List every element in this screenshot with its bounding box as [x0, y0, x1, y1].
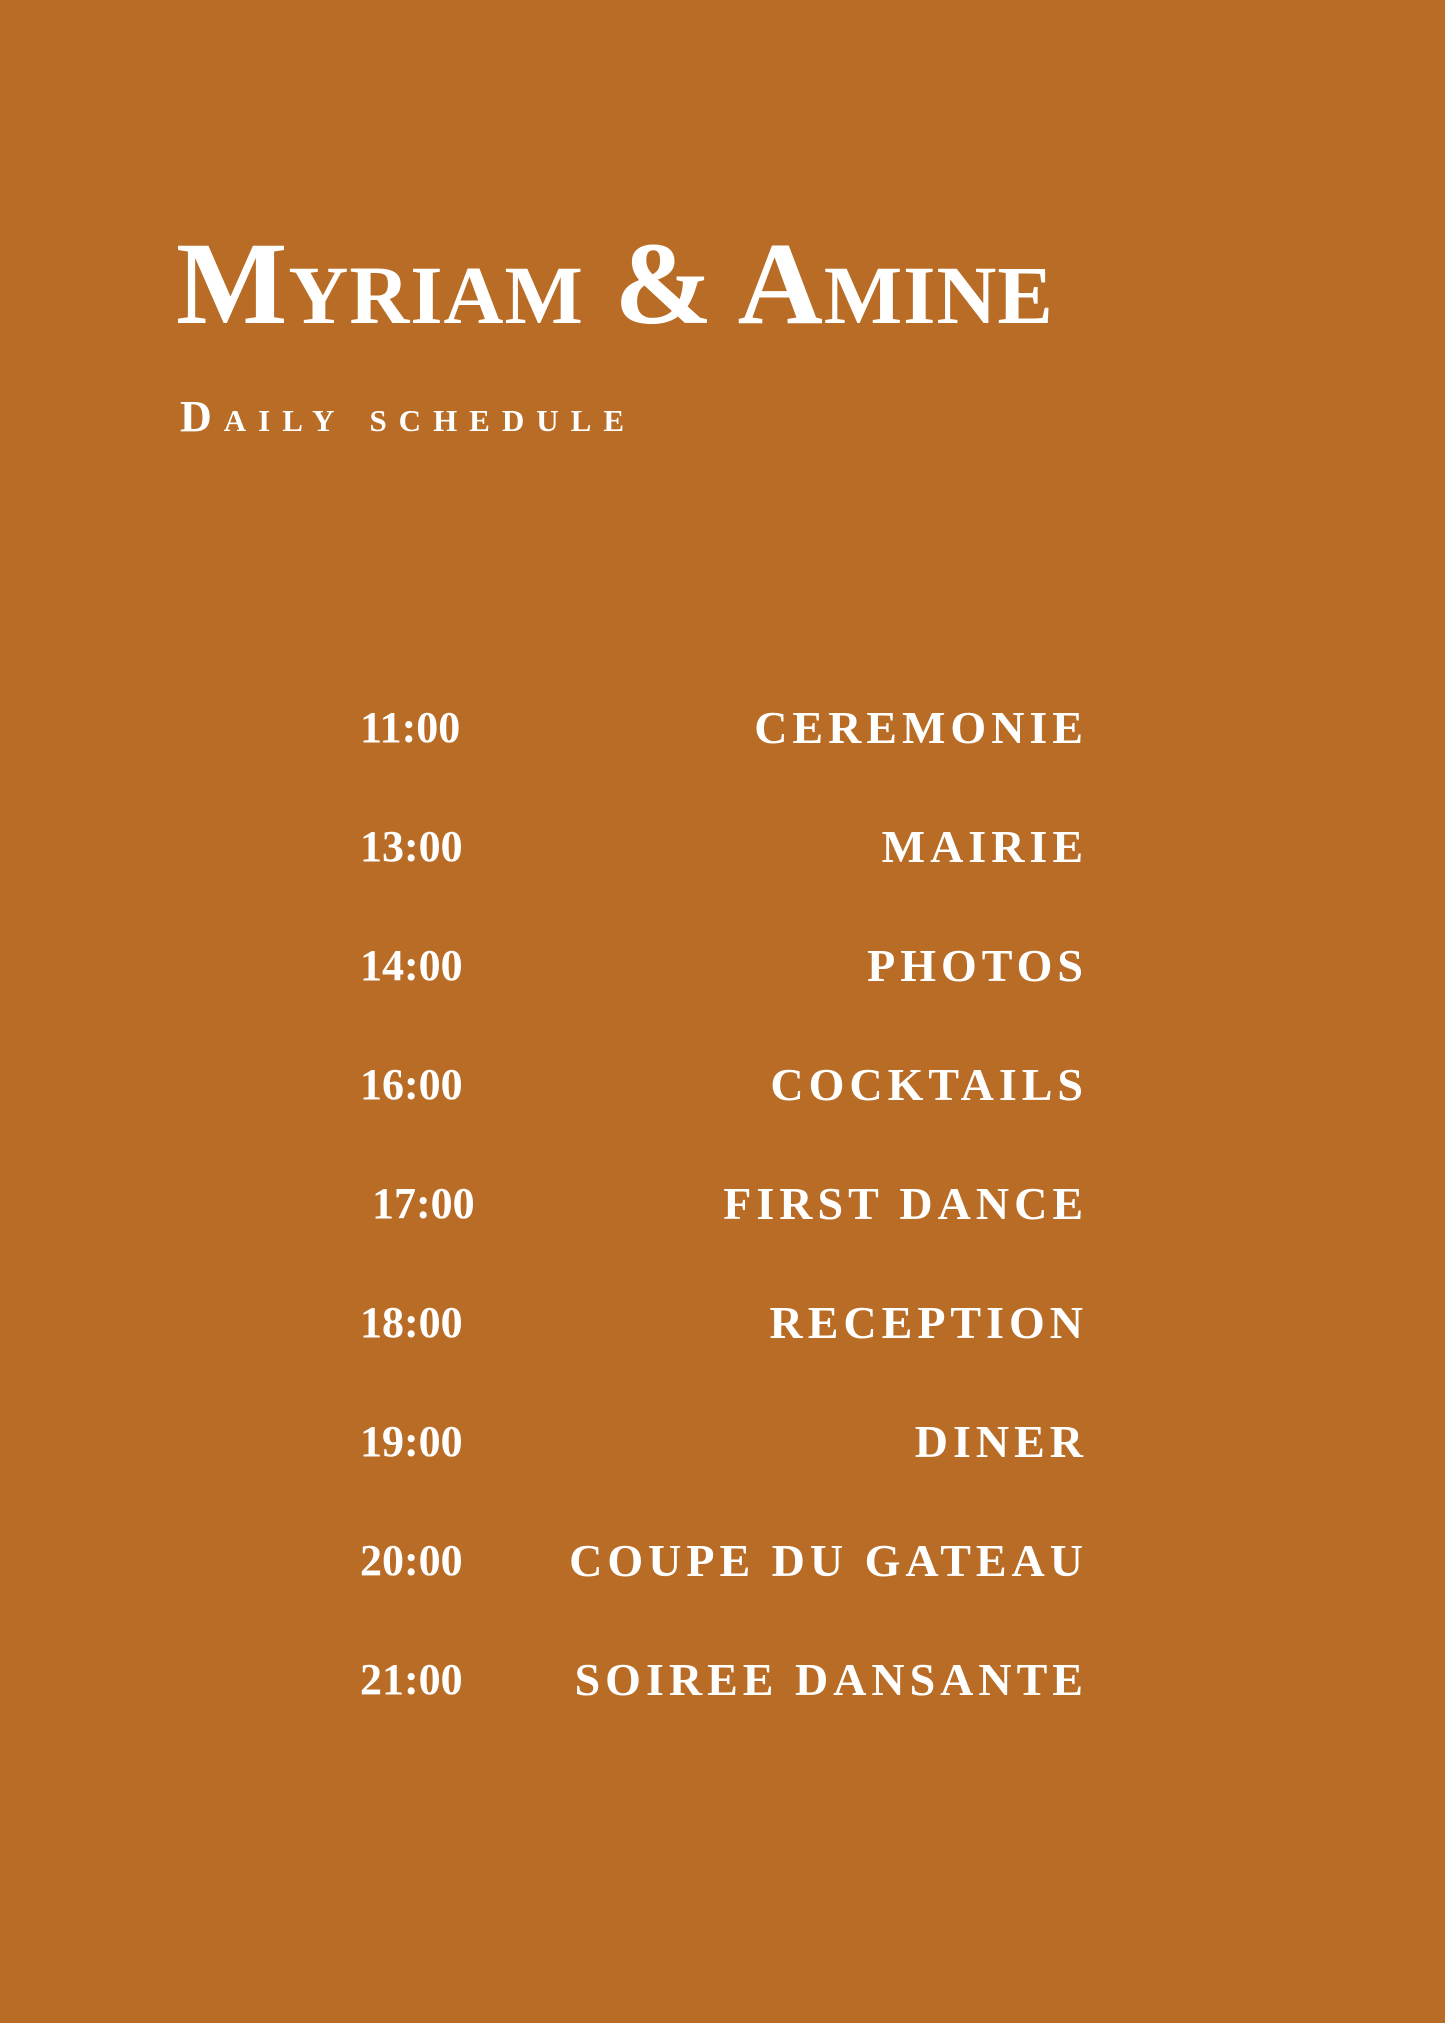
schedule-event: COUPE DU GATEAU [569, 1535, 1088, 1586]
schedule-time: 16:00 [360, 1060, 463, 1109]
schedule-time: 17:00 [372, 1179, 475, 1228]
schedule-time: 20:00 [360, 1536, 463, 1585]
schedule-row [360, 1295, 1088, 1414]
schedule-row [360, 1652, 1088, 1771]
schedule-event: CEREMONIE [754, 702, 1088, 753]
couple-names-title: Myriam & Amine [176, 218, 1054, 349]
schedule-row [360, 819, 1088, 938]
schedule-list [360, 700, 1088, 1771]
schedule-event: PHOTOS [867, 940, 1088, 991]
schedule-time: 13:00 [360, 822, 463, 871]
schedule-time: 14:00 [360, 941, 463, 990]
schedule-event: MAIRIE [881, 821, 1088, 872]
schedule-event: RECEPTION [769, 1297, 1088, 1348]
schedule-row [360, 938, 1088, 1057]
schedule-row [360, 1057, 1088, 1176]
schedule-event: FIRST DANCE [723, 1178, 1088, 1229]
schedule-event: COCKTAILS [770, 1059, 1088, 1110]
schedule-event: DINER [914, 1416, 1088, 1467]
schedule-time: 11:00 [360, 703, 461, 752]
schedule-time: 21:00 [360, 1655, 463, 1704]
schedule-row [360, 1176, 1088, 1295]
schedule-event: SOIREE DANSANTE [574, 1654, 1088, 1705]
schedule-row [360, 1533, 1088, 1652]
schedule-time: 18:00 [360, 1298, 463, 1347]
daily-schedule-subtitle: Daily schedule [180, 392, 636, 441]
schedule-row [360, 1414, 1088, 1533]
schedule-time: 19:00 [360, 1417, 463, 1466]
schedule-row [360, 700, 1088, 819]
